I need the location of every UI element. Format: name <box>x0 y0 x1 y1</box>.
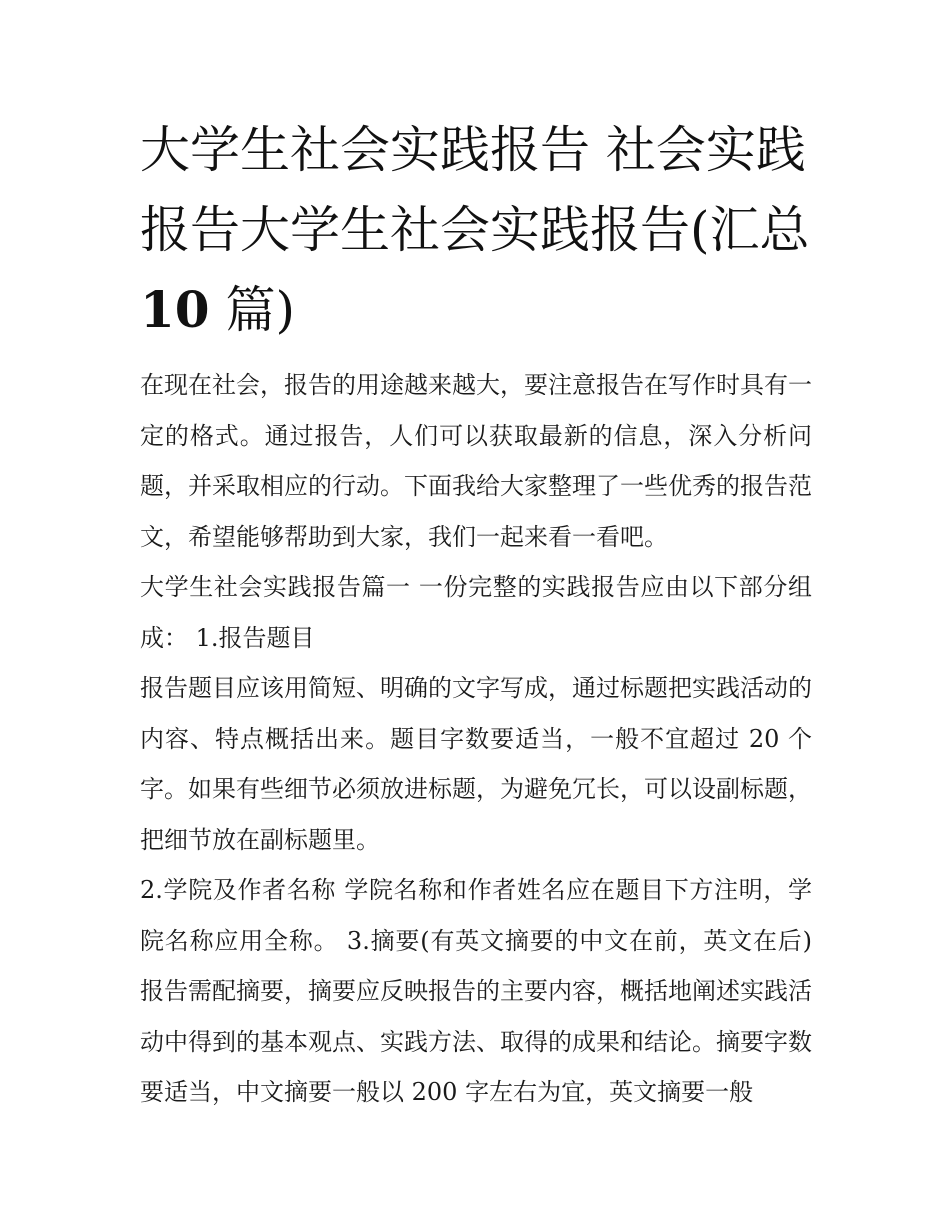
section-heading-paragraph: 大学生社会实践报告篇一 一份完整的实践报告应由以下部分组成： 1.报告题目 <box>140 573 812 652</box>
document-title <box>140 110 812 350</box>
intro-paragraph: 在现在社会，报告的用途越来越大，要注意报告在写作时具有一定的格式。通过报告，人们可以获取最新的信息，深入分析问题，并采取相应的行动。下面我给大家整理了一些优秀的报告范文，希望能够帮助到大家，我们一起来看一看吧。 <box>140 371 812 551</box>
document-title-tail: 篇) <box>209 281 295 339</box>
report-title-paragraph: 报告题目应该用简短、明确的文字写成，通过标题把实践活动的内容、特点概括出来。题目字数要适当，一般不宜超过 20 个字。如果有些细节必须放进标题，为避免冗长，可以设副标题，把细节放在副标题里。 <box>140 674 812 854</box>
document-body <box>140 360 812 1118</box>
document-page <box>140 110 812 1118</box>
document-title-text: 大学生社会实践报告 社会实践报告大学生社会实践报告(汇总 <box>140 121 810 259</box>
author-abstract-paragraph: 2.学院及作者名称 学院名称和作者姓名应在题目下方注明，学院名称应用全称。 3.摘要(有英文摘要的中文在前，英文在后) 报告需配摘要，摘要应反映报告的主要内容，概括地阐述实践活动中得到的基本观点、实践方法、取得的成果和结论。摘要字数要适当，中文摘要一般以 200 字左右为宜，英文摘要一般 <box>140 876 812 1106</box>
document-title-number: 10 <box>140 280 210 339</box>
